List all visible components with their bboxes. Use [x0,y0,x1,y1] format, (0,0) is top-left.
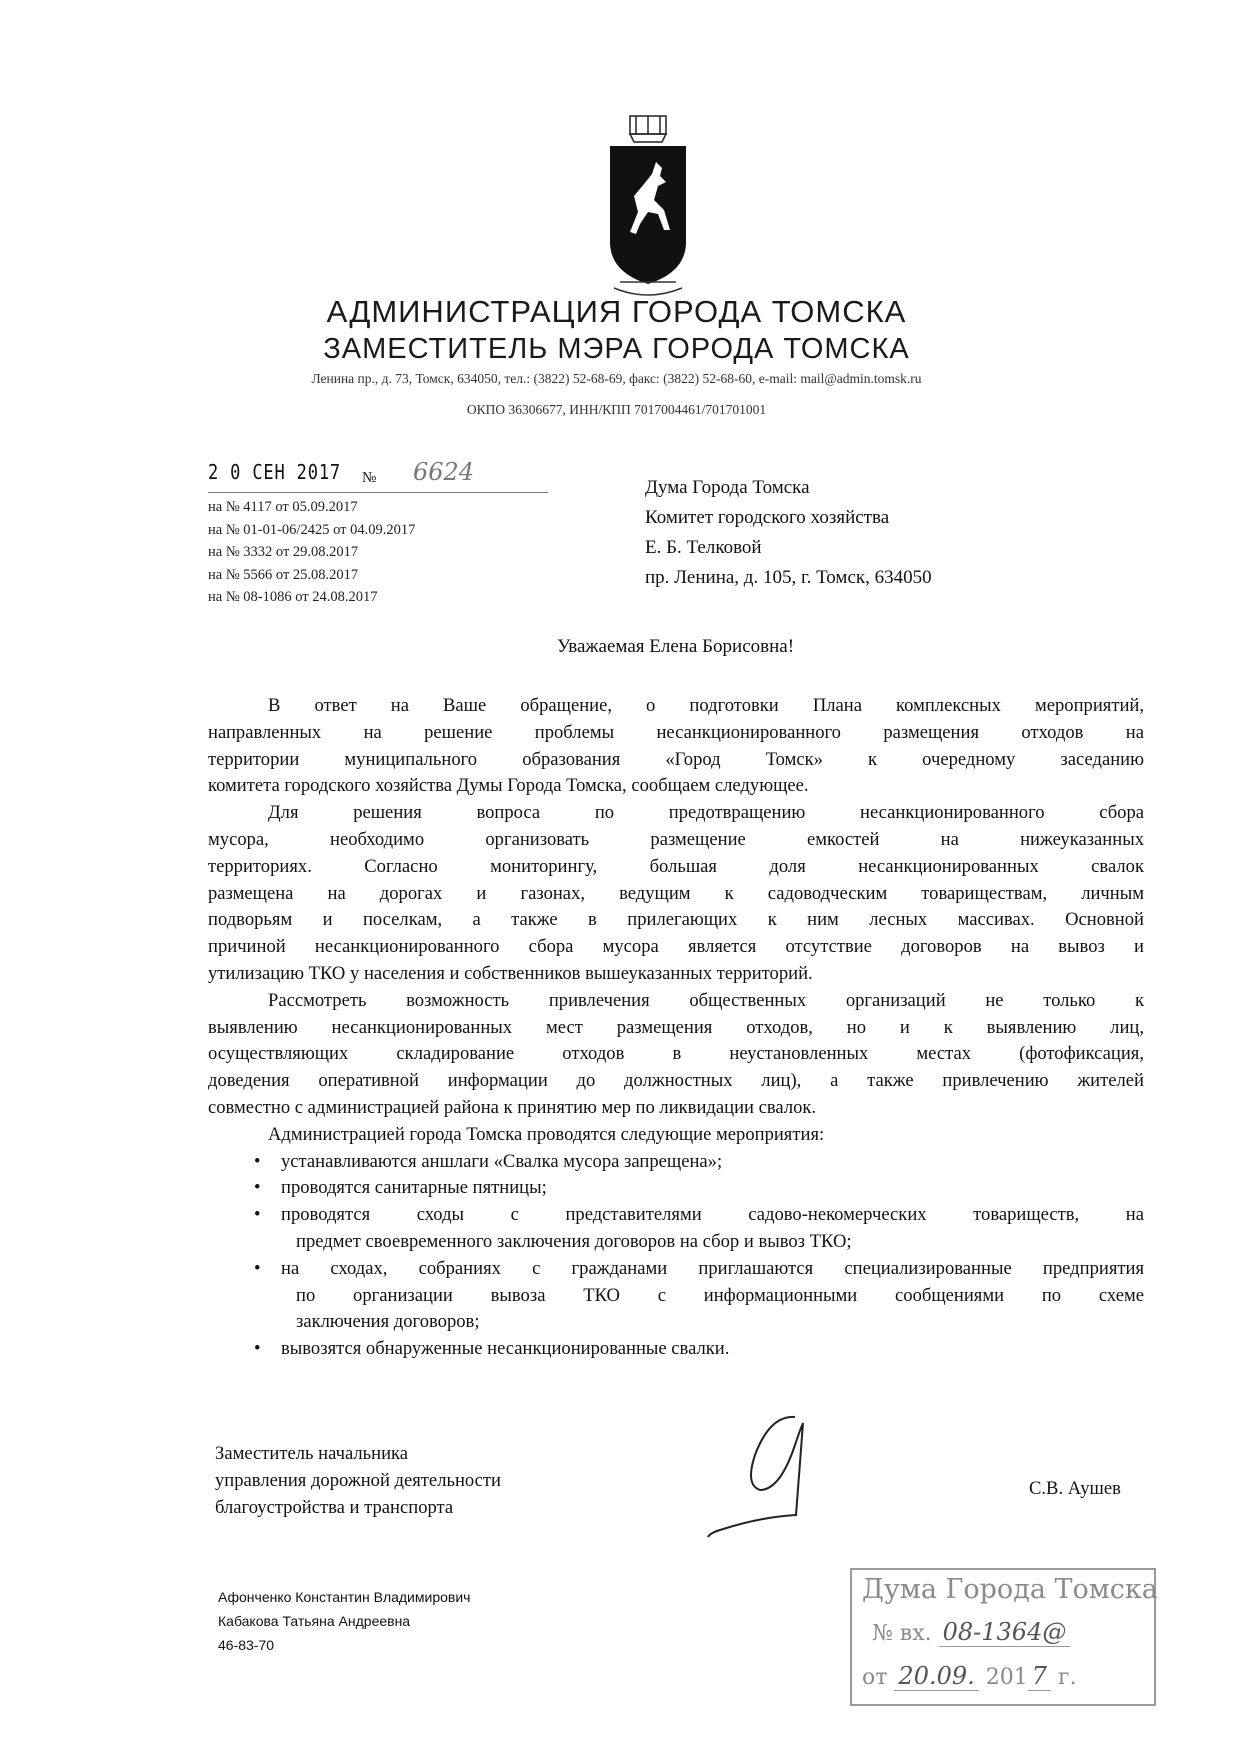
paragraph-line: территориях. Согласно мониторингу, большая доля несанкционированных свалок [208,855,1144,877]
bullet-text: вывозятся обнаруженные несанкционированные свалки. [281,1338,730,1360]
stamp-in-number: 08-1364@ [939,1618,1071,1647]
bullet-text: заключения договоров; [296,1311,480,1333]
paragraph-line: размещена на дорогах и газонах, ведущим к садоводческим товариществам, личным [208,882,1144,904]
bullet-icon: • [254,1204,261,1226]
reference-item: на № 3332 от 29.08.2017 [208,544,359,560]
outgoing-number: 6624 [413,458,475,486]
paragraph-line: причиной несанкционированного сбора мусора является отсутствие договоров на вывоз и [208,936,1144,958]
executor-name: Кабакова Татьяна Андреевна [218,1613,411,1629]
bullet-text: предмет своевременного заключения договоров на сбор и вывоз ТКО; [296,1230,852,1252]
executor-name: Афонченко Константин Владимирович [218,1589,471,1605]
bullet-item-line [208,1149,1144,1176]
position-line: Заместитель начальника [215,1443,409,1464]
paragraph-line: территории муниципального образования «Город Томск» к очередному заседанию [208,748,1144,770]
reference-item: на № 08-1086 от 24.08.2017 [208,589,378,605]
bullet-icon: • [254,1177,261,1199]
addressee-line: Дума Города Томска [645,477,810,498]
executors-block [218,1585,470,1657]
stamp-date-row [862,1662,1077,1690]
stamp-date-label: от [862,1665,888,1690]
stamp-date-day: 20.09. [894,1662,978,1691]
bullet-item-line [208,1283,1144,1310]
bullet-text: проводятся санитарные пятницы; [281,1177,547,1199]
paragraph-line: Администрацией города Томска проводятся следующие мероприятия: [268,1123,825,1145]
incoming-registration-stamp [850,1568,1156,1706]
bullet-item-line [208,1175,1144,1202]
contact-address: Ленина пр., д. 73, Томск, 634050, тел.: (3822) 52-68-69, факс: (3822) 52-68-60, e-mail: mail@admin.tomsk.ru [311,371,922,386]
signatory-position [215,1440,501,1521]
outgoing-date-stamp: 2 0 СЕН 2017 [208,460,342,484]
letter-body [208,693,1144,1363]
paragraph-line: доведения оперативной информации до должностных лиц), а также привлечению жителей [208,1070,1144,1092]
paragraph-line: осуществляющих складирование отходов в неустановленных местах (фотофиксация, [208,1043,1144,1065]
paragraph-line: мусора, необходимо организовать размещение емкостей на нижеуказанных [208,828,1144,850]
stamp-organization: Дума Города Томска [862,1574,1158,1605]
addressee-line: Е. Б. Телковой [645,537,762,558]
bullet-text: по организации вывоза ТКО с информационными сообщениями по схеме [296,1284,1144,1306]
bullet-item-line [208,1202,1144,1229]
reference-item: на № 5566 от 25.08.2017 [208,566,359,583]
paragraph-line: комитета городского хозяйства Думы Города Томска, сообщаем следующее. [208,775,809,797]
bullet-item-line [208,1336,1144,1363]
stamp-year-suffix: 7 [1028,1662,1051,1691]
reference-item: на № 4117 от 05.09.2017 [208,499,358,515]
paragraph-line: совместно с администрацией района к принятию мер по ликвидации свалок. [208,1096,817,1118]
bullet-text: устанавливаются аншлаги «Свалка мусора запрещена»; [281,1150,723,1172]
executor-phone: 46-83-70 [218,1637,275,1653]
bullet-icon: • [254,1338,261,1360]
bullet-text: на сходах, собраниях с гражданами приглашаются специализированные предприятия [281,1257,1144,1279]
reference-list [208,496,415,609]
paragraph-line: Рассмотреть возможность привлечения общественных организаций не только к [268,989,1144,1011]
reference-item: на № 01-01-06/2425 от 04.09.2017 [208,521,416,538]
number-sign: № [362,470,377,486]
bullet-icon: • [254,1150,261,1172]
bullet-item-line [208,1256,1144,1283]
registration-line [208,458,548,493]
addressee-line: пр. Ленина, д. 105, г. Томск, 634050 [645,567,932,588]
paragraph-line: В ответ на Ваше обращение, о подготовки Плана комплексных мероприятий, [268,695,1144,716]
bullet-icon: • [254,1257,261,1279]
position-line: благоустройства и транспорта [215,1497,454,1518]
paragraph-line: направленных на решение проблемы несанкционированного размещения отходов на [208,721,1144,743]
bullet-item-line [208,1229,1144,1256]
greeting: Уважаемая Елена Борисовна! [556,636,795,657]
paragraph-line: подворьям и поселкам, а также в прилегающих к ним лесных массивах. Основной [208,909,1144,931]
bullet-text: проводятся сходы с представителями садово-некомерческих товариществ, на [281,1204,1144,1226]
addressee-block [645,473,932,593]
paragraph-line: выявлению несанкционированных мест размещения отходов, но и к выявлению лиц, [208,1016,1144,1038]
stamp-incoming-number-row [872,1618,1070,1646]
position-title: ЗАМЕСТИТЕЛЬ МЭРА ГОРОДА ТОМСКА [323,333,910,365]
paragraph-line: Для решения вопроса по предотвращению несанкционированного сбора [268,802,1144,824]
organization-title: АДМИНИСТРАЦИЯ ГОРОДА ТОМСКА [326,294,907,329]
handwritten-signature [700,1405,930,1545]
bullet-item-line [208,1309,1144,1336]
addressee-line: Комитет городского хозяйства [645,507,890,528]
stamp-in-label: № вх. [872,1621,932,1646]
stamp-year-prefix: 201 [985,1665,1028,1690]
signatory-name: С.В. Аушев [1029,1478,1121,1499]
position-line: управления дорожной деятельности [215,1470,501,1491]
coat-of-arms-emblem [600,112,696,302]
stamp-year-unit: г. [1058,1665,1077,1690]
organization-codes: ОКПО 36306677, ИНН/КПП 7017004461/701701001 [466,402,767,417]
paragraph-line: утилизацию ТКО у населения и собственников вышеуказанных территорий. [208,962,813,984]
